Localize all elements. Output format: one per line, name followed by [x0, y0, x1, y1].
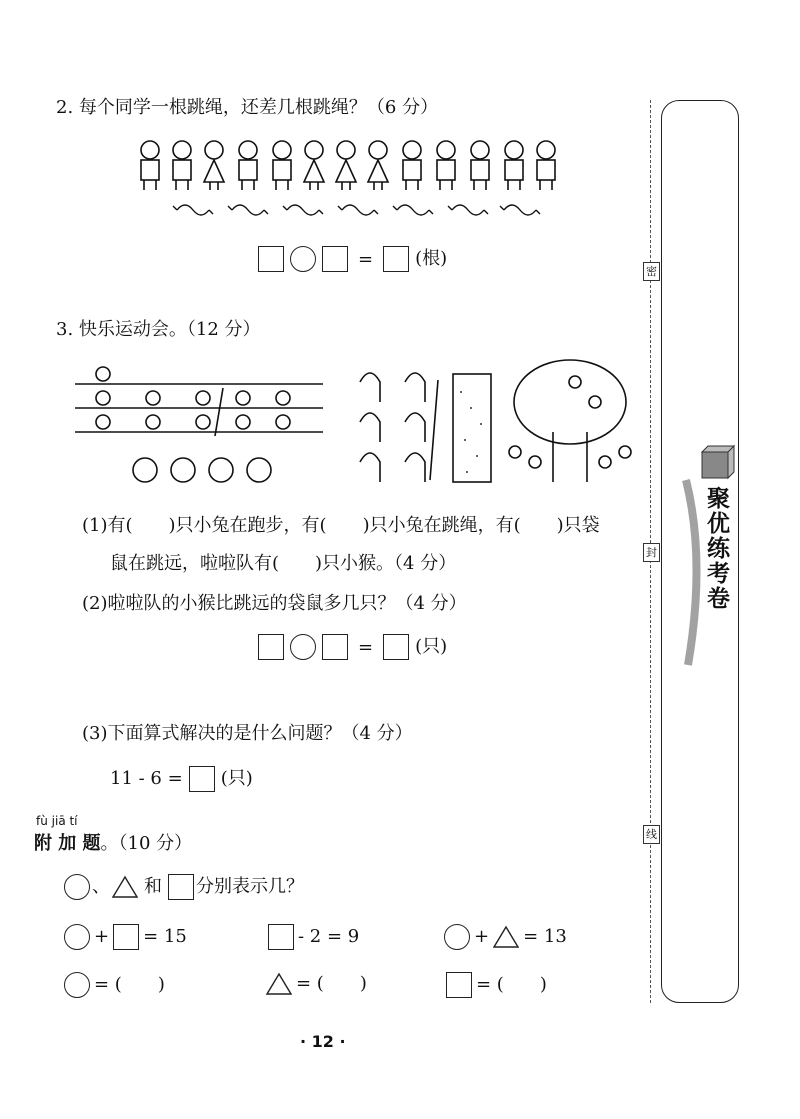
- sand-pit: [453, 374, 491, 482]
- brand-title: 聚优练考卷: [703, 486, 729, 611]
- jump-line: [430, 380, 438, 480]
- equals-sign: =: [358, 636, 374, 658]
- extra-pinyin: fù jiā tí: [36, 814, 78, 828]
- q2-title: 2. 每个同学一根跳绳，还差几根跳绳？（6 分）: [56, 97, 439, 118]
- eq1-result: = 15: [143, 926, 187, 947]
- answer-box[interactable]: [322, 634, 348, 660]
- page-number: · 12 ·: [300, 1032, 346, 1051]
- rabbit-runner: [96, 367, 110, 429]
- rabbit-audience: [133, 458, 271, 482]
- student-figure: [336, 141, 356, 190]
- q2-unit: (根): [415, 248, 448, 269]
- circle-symbol: [444, 924, 470, 950]
- answer-box[interactable]: [258, 246, 284, 272]
- q3-part1-line2: 鼠在跳远，啦啦队有( )只小猴。（4 分）: [110, 553, 457, 574]
- extra-ans-triangle: [266, 972, 367, 996]
- circle-symbol: [64, 874, 90, 900]
- student-figure: [273, 141, 291, 190]
- answer-blank[interactable]: = ( ): [94, 974, 165, 995]
- q3-part3-unit: (只): [220, 768, 253, 789]
- kangaroo-group: [360, 373, 425, 482]
- triangle-symbol-icon: [493, 925, 519, 949]
- triangle-symbol-icon: [266, 972, 292, 996]
- jump-rope-icon: [228, 205, 268, 215]
- jump-rope-icon: [173, 205, 213, 215]
- q2-equation: [258, 246, 447, 272]
- seal-mi: 密: [643, 262, 660, 281]
- q3-part1-line1: (1)有( )只小兔在跑步，有( )只小兔在跳绳，有( )只袋: [82, 515, 600, 536]
- student-figure: [471, 141, 489, 190]
- student-figure: [537, 141, 555, 190]
- students-and-ropes-illustration: [132, 132, 562, 232]
- jump-rope-icon: [500, 205, 540, 215]
- answer-blank[interactable]: = ( ): [476, 974, 547, 995]
- triangle-symbol-icon: [112, 875, 138, 899]
- student-figure: [437, 141, 455, 190]
- answer-blank[interactable]: = ( ): [296, 973, 367, 994]
- q3-part2: (2)啦啦队的小猴比跳远的袋鼠多几只？（4 分）: [82, 593, 467, 614]
- sports-meet-illustration: [75, 352, 635, 497]
- student-figure: [204, 141, 224, 190]
- answer-box[interactable]: [383, 246, 409, 272]
- square-symbol: [168, 874, 194, 900]
- student-figure: [239, 141, 257, 190]
- student-figure: [368, 141, 388, 190]
- square-symbol: [446, 972, 472, 998]
- q3-part3-equation: [110, 766, 253, 792]
- extra-question-tail: 分别表示几？: [196, 876, 304, 897]
- plus-sign: +: [474, 926, 490, 947]
- sand-dots: [460, 391, 482, 473]
- circle-symbol: [64, 924, 90, 950]
- extra-question-and: 和: [144, 876, 162, 897]
- jump-rope-icon: [338, 205, 378, 215]
- q3-part3-expression: 11 - 6 =: [110, 768, 183, 789]
- extra-eq1: [64, 924, 187, 950]
- answer-box[interactable]: [383, 634, 409, 660]
- brand-banner: [676, 440, 740, 670]
- square-symbol: [113, 924, 139, 950]
- seal-xian: 线: [643, 825, 660, 844]
- extra-title-row: [34, 832, 192, 856]
- q3-part2-equation: [258, 634, 447, 660]
- extra-question-sep: 、: [92, 876, 110, 897]
- eq2-result: - 2 = 9: [298, 926, 360, 947]
- jump-rope-icon: [448, 205, 488, 215]
- jump-rope-icon: [393, 205, 433, 215]
- extra-title-suffix: 。（10 分）: [100, 833, 193, 854]
- rabbit-jumper: [236, 391, 290, 429]
- extra-question: [64, 874, 304, 900]
- rabbit-runner: [146, 391, 210, 429]
- equals-sign: =: [358, 248, 374, 270]
- q3-title: 3. 快乐运动会。（12 分）: [56, 319, 261, 340]
- extra-eq3: [444, 924, 567, 950]
- eq3-result: = 13: [523, 926, 567, 947]
- square-symbol: [268, 924, 294, 950]
- operator-circle[interactable]: [290, 634, 316, 660]
- student-figure: [304, 141, 324, 190]
- answer-box[interactable]: [258, 634, 284, 660]
- rope-line: [215, 388, 223, 436]
- operator-circle[interactable]: [290, 246, 316, 272]
- plus-sign: +: [94, 926, 110, 947]
- q3-part3: (3)下面算式解决的是什么问题？（4 分）: [82, 723, 413, 744]
- tree-trunk: [553, 432, 587, 482]
- q3-part2-unit: (只): [415, 636, 448, 657]
- tree-crown: [514, 360, 626, 444]
- extra-ans-square: [446, 972, 547, 998]
- extra-eq2: [268, 924, 359, 950]
- jump-rope-icon: [283, 205, 323, 215]
- answer-box[interactable]: [322, 246, 348, 272]
- student-figure: [505, 141, 523, 190]
- extra-title: 附 加 题: [34, 833, 101, 854]
- student-figure: [173, 141, 191, 190]
- seal-feng: 封: [643, 543, 660, 562]
- answer-box[interactable]: [189, 766, 215, 792]
- student-figure: [141, 141, 159, 190]
- student-figure: [403, 141, 421, 190]
- monkey-group: [509, 376, 631, 468]
- extra-ans-circle: [64, 972, 165, 998]
- circle-symbol: [64, 972, 90, 998]
